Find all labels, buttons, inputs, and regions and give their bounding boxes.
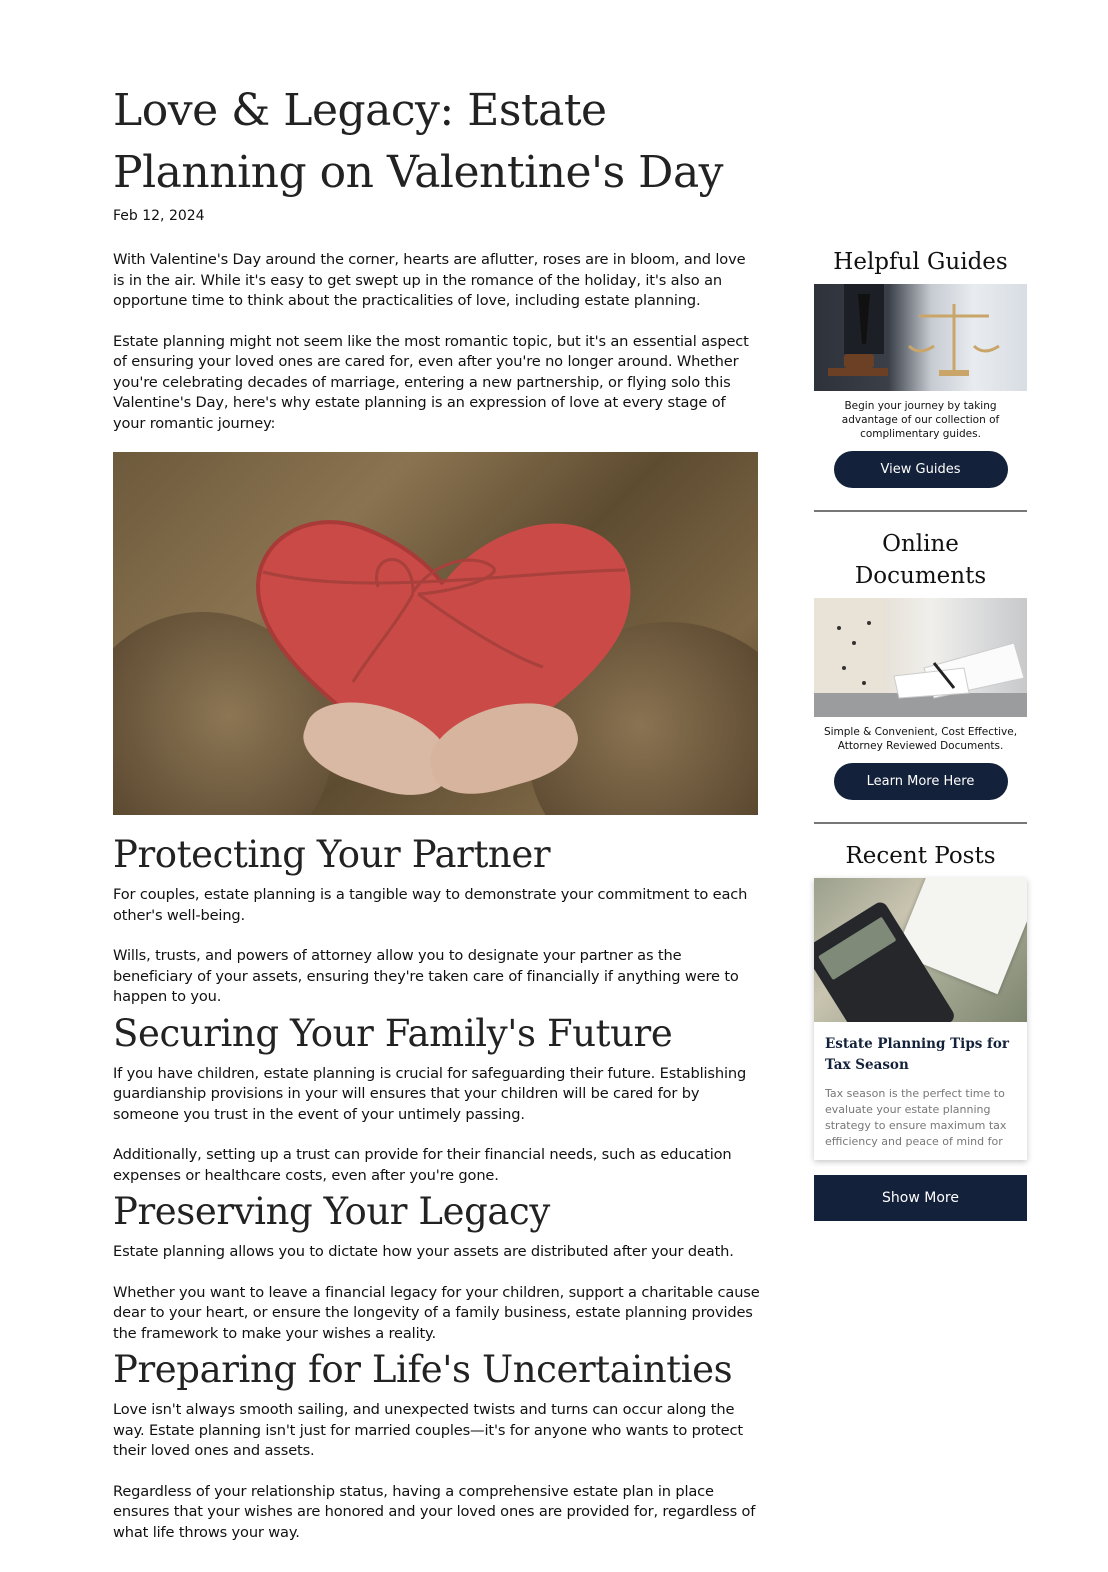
recent-post-card[interactable] [814, 878, 1027, 1160]
recent-posts-widget [814, 840, 1027, 1221]
article [113, 80, 761, 1543]
section-protecting-partner [113, 833, 761, 1008]
calculator-money-image [814, 878, 1027, 1022]
page-title: Love & Legacy: Estate Planning on Valentine's Day [113, 85, 724, 198]
section-paragraph: Regardless of your relationship status, having a comprehensive estate plan in place ensures that your wishes are honored and your loved ones are provided for, regardless of what life throws your way. [113, 1482, 756, 1541]
section-paragraph: Whether you want to leave a financial legacy for your children, support a charitable cause dear to your heart, or ensure the longevity of a family business, estate planning provides the framework to make your wishes a reality. [113, 1283, 760, 1342]
helpful-guides-widget [814, 246, 1027, 512]
widget-title: Online Documents [854, 531, 987, 589]
divider [814, 510, 1027, 512]
online-documents-widget [814, 528, 1027, 824]
section-preserving-legacy [113, 1190, 761, 1344]
learn-more-button[interactable]: Learn More Here [834, 763, 1008, 800]
widget-title: Helpful Guides [833, 249, 1008, 275]
section-securing-future [113, 1012, 761, 1187]
document-signing-icon [814, 598, 1027, 717]
gavel-scales-image [814, 284, 1027, 391]
post-title-link[interactable]: Estate Planning Tips for Tax Season [825, 1036, 1009, 1073]
widget-description: Simple & Convenient, Cost Effective, Attorney Reviewed Documents. [823, 726, 1018, 752]
section-paragraph: Additionally, setting up a trust can provide for their financial needs, such as education expenses or healthcare costs, even after you're gone. [113, 1146, 732, 1184]
intro-paragraph: Estate planning might not seem like the most romantic topic, but it's an essential aspect of ensuring your loved ones are cared for, even after you're no longer around. Whether you're celebrating decades of marriage, entering a new partnership, or flying solo this Valentine's Day, here's why estate planning is an expression of love at every stage of your romantic journey: [113, 332, 749, 432]
section-heading: Securing Your Family's Future [113, 1011, 673, 1055]
section-paragraph: Love isn't always smooth sailing, and unexpected twists and turns can occur along the way. Estate planning isn't just for married couples—it's for anyone who wants to protect their loved ones and assets. [113, 1401, 743, 1459]
heart-gift-box-image [113, 452, 758, 815]
section-paragraph: Estate planning allows you to dictate how your assets are distributed after your death. [113, 1243, 734, 1260]
section-heading: Preserving Your Legacy [113, 1190, 550, 1233]
sidebar [814, 246, 1027, 1221]
divider [814, 822, 1027, 824]
widget-description: Begin your journey by taking advantage of our collection of complimentary guides. [841, 400, 1000, 440]
signing-documents-image [814, 598, 1027, 717]
intro-paragraph: With Valentine's Day around the corner, hearts are aflutter, roses are in bloom, and love is in the air. While it's easy to get swept up in the romance of the holiday, it's also an opportune time to think about the practicalities of love, including estate planning. [113, 251, 746, 309]
view-guides-button[interactable]: View Guides [834, 451, 1008, 488]
section-preparing-uncertainties [113, 1348, 761, 1543]
section-heading: Protecting Your Partner [113, 833, 551, 876]
show-more-button[interactable]: Show More [814, 1175, 1027, 1221]
section-heading: Preparing for Life's Uncertainties [113, 1348, 733, 1391]
post-date: Feb 12, 2024 [113, 208, 205, 224]
post-excerpt: Tax season is the perfect time to evaluate your estate planning strategy to ensure maximum tax efficiency and peace of mind for [825, 1087, 1007, 1148]
section-paragraph: If you have children, estate planning is crucial for safeguarding their future. Establishing guardianship provisions in your will ensures that your children will be cared for by someone you trust in the event of your untimely passing. [113, 1064, 747, 1123]
justice-scales-icon [814, 284, 1027, 391]
section-paragraph: For couples, estate planning is a tangible way to demonstrate your commitment to each other's well-being. [113, 886, 748, 924]
widget-title: Recent Posts [845, 843, 996, 869]
section-paragraph: Wills, trusts, and powers of attorney allow you to designate your partner as the beneficiary of your assets, ensuring they're taken care of financially if anything were to happen to you. [113, 947, 739, 1005]
